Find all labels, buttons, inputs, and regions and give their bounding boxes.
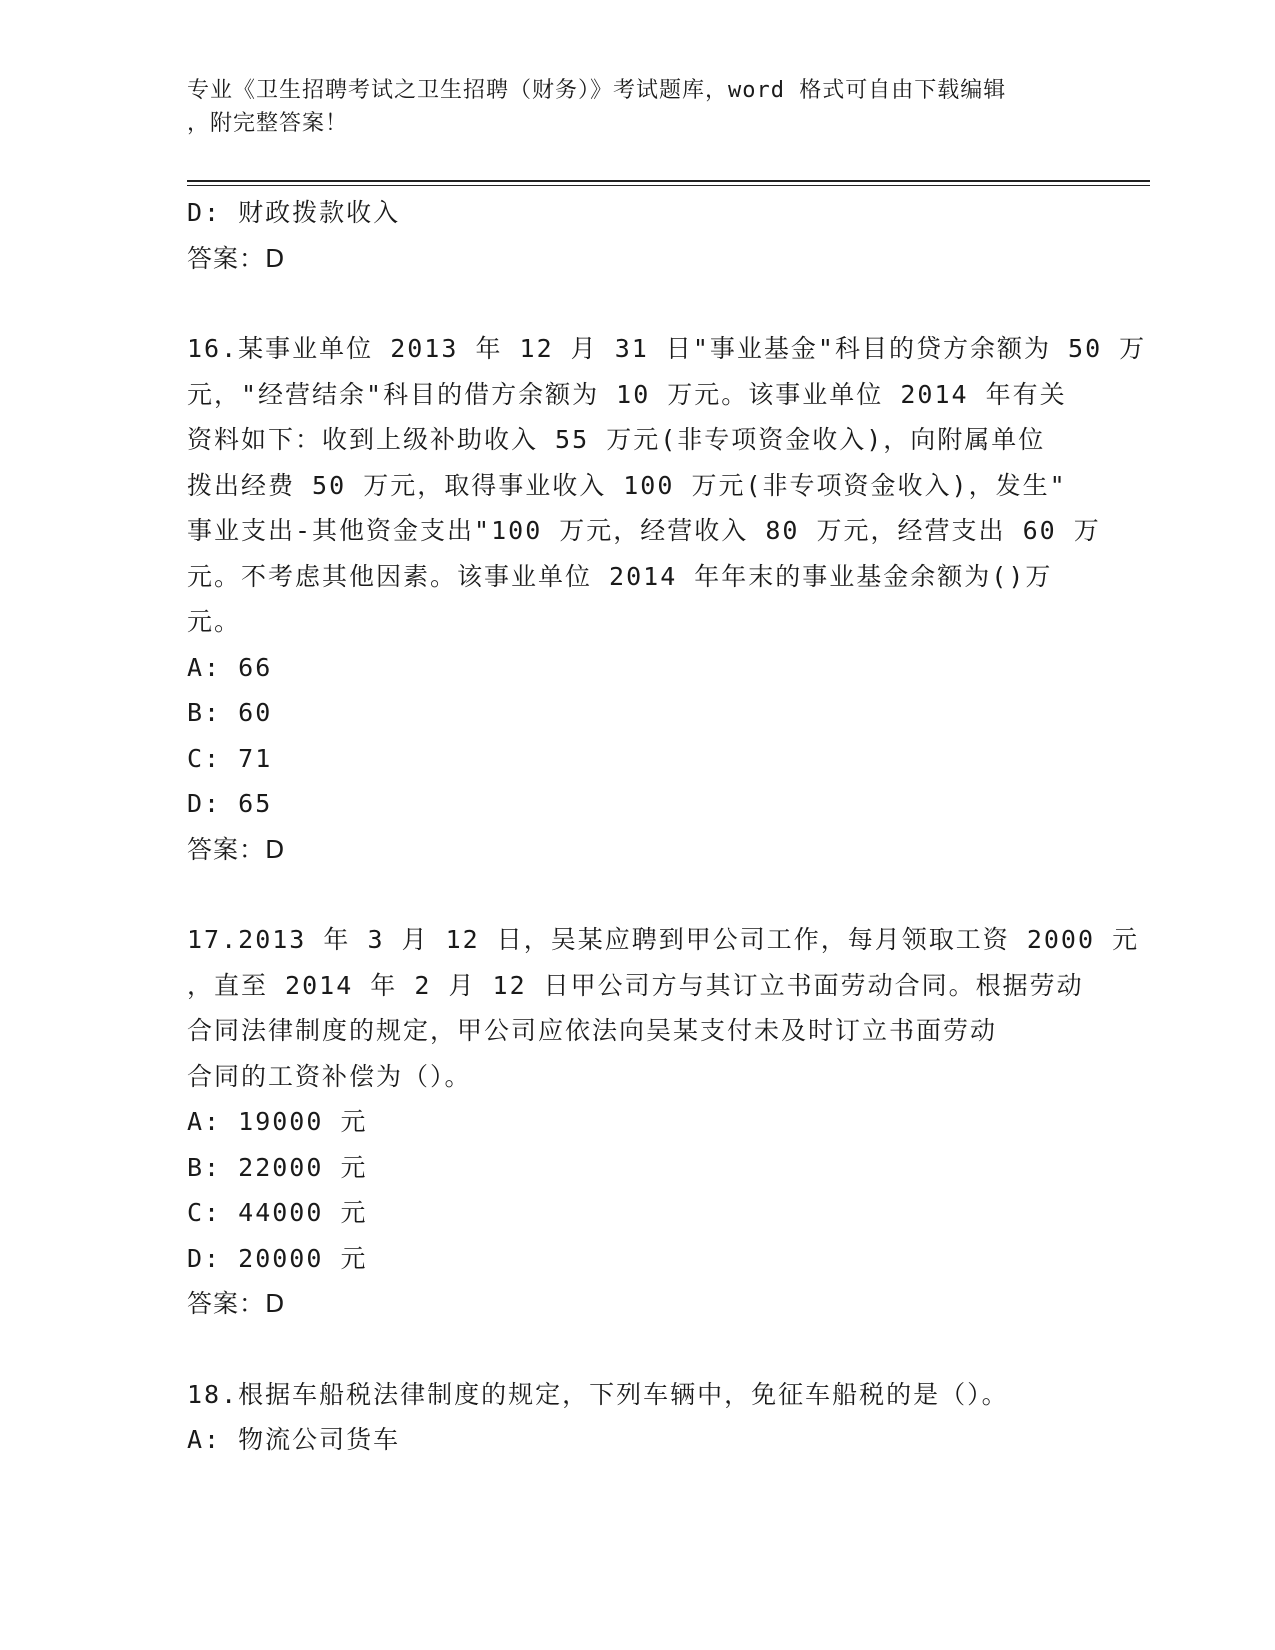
document-header [187,74,1087,140]
option-a: A: 66 [187,652,273,682]
header-line-2: ，附完整答案！ [187,111,349,136]
question-text-line: 事业支出-其他资金支出"100 万元，经营收入 80 万元，经营支出 60 万 [187,516,1101,545]
question-text-line: 18.根据车船税法律制度的规定，下列车辆中，免征车船税的是（）。 [187,1379,1009,1409]
question-text-line: 17.2013 年 3 月 12 日，吴某应聘到甲公司工作，每月领取工资 2000 元 [187,925,1140,954]
question-text-line: 16.某事业单位 2013 年 12 月 31 日"事业基金"科目的贷方余额为 50 万 [187,334,1147,363]
question-text-line: ，直至 2014 年 2 月 12 日甲公司方与其订立书面劳动合同。根据劳动 [187,970,1084,1000]
header-line-1: 专业《卫生招聘考试之卫生招聘（财务）》考试题库，word 格式可自由下载编辑 [187,78,1007,103]
option-d: D: 财政拨款收入 [187,198,401,227]
answer-line: 答案：D [187,1289,286,1318]
header-divider-thick [187,180,1150,182]
answer-line: 答案：D [187,834,286,864]
question-18 [187,1372,1087,1463]
question-text-line: 元，"经营结余"科目的借方余额为 10 万元。该事业单位 2014 年有关 [187,379,1067,409]
option-c: C: 71 [187,743,273,773]
option-a: A: 物流公司货车 [187,1425,401,1454]
option-a: A: 19000 元 [187,1107,368,1136]
document-body [187,190,1147,1463]
spacer [187,872,1087,917]
question-text-line: 元。不考虑其他因素。该事业单位 2014 年年末的事业基金余额为()万 [187,561,1053,591]
option-d: D: 65 [187,789,273,818]
option-c: C: 44000 元 [187,1198,368,1227]
option-d: D: 20000 元 [187,1243,368,1273]
question-text-line: 合同的工资补偿为（）。 [187,1061,472,1091]
question-text-line: 合同法律制度的规定，甲公司应依法向吴某支付未及时订立书面劳动 [187,1016,998,1045]
spacer [187,281,1087,326]
option-b: B: 22000 元 [187,1152,368,1182]
question-text-line: 资料如下：收到上级补助收入 55 万元(非专项资金收入)，向附属单位 [187,425,1046,454]
question-16 [187,326,1147,872]
question-17 [187,917,1140,1327]
question-text-line: 元。 [187,607,242,636]
header-divider-thin [187,185,1150,186]
answer-line: 答案：D [187,243,286,273]
option-b: B: 60 [187,698,273,727]
question-text-line: 拨出经费 50 万元，取得事业收入 100 万元(非专项资金收入)，发生" [187,470,1067,500]
spacer [187,1327,1087,1372]
